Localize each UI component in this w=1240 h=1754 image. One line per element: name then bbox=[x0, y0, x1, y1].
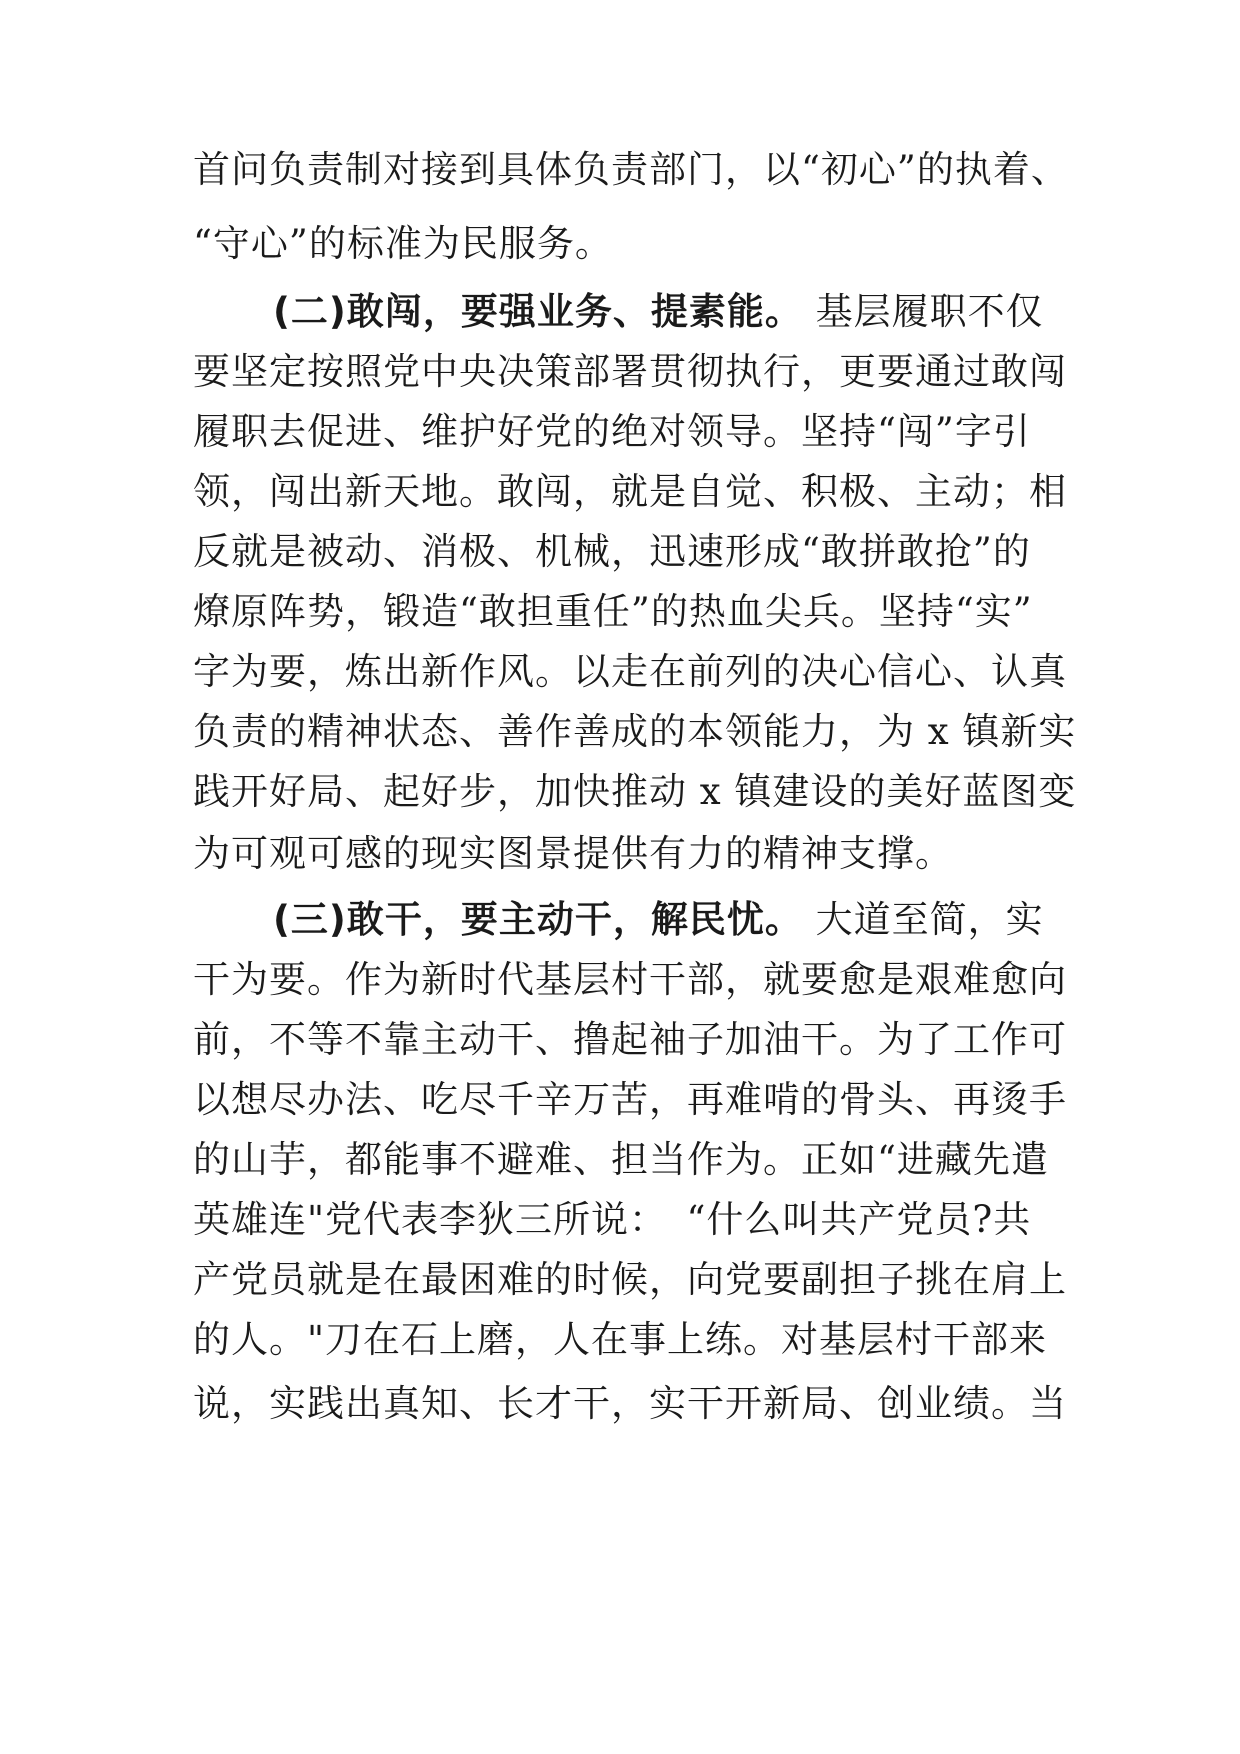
text-line: 英雄连"党代表李狄三所说： “什么叫共产党员?共 bbox=[193, 1198, 1032, 1241]
section-line bbox=[273, 898, 1044, 942]
text-line: 首问负责制对接到具体负责部门，以“初心”的执着、 bbox=[193, 148, 1069, 191]
section-line bbox=[273, 290, 1044, 334]
section-text: 大道至简，实 bbox=[802, 898, 1044, 941]
text-line: “守心”的标准为民服务。 bbox=[193, 222, 613, 265]
text-line: 践开好局、起好步，加快推动 x 镇建设的美好蓝图变 bbox=[193, 770, 1077, 813]
text-line: 为可观可感的现实图景提供有力的精神支撑。 bbox=[193, 832, 953, 875]
section-heading: (二)敢闯，要强业务、提素能。 bbox=[273, 290, 803, 333]
text-line: 说，实践出真知、长才干，实干开新局、创业绩。当 bbox=[193, 1382, 1067, 1425]
text-line: 前，不等不靠主动干、撸起袖子加油干。为了工作可 bbox=[193, 1018, 1067, 1061]
text-line: 以想尽办法、吃尽千辛万苦，再难啃的骨头、再烫手 bbox=[193, 1078, 1067, 1121]
text-line: 反就是被动、消极、机械，迅速形成“敢拼敢抢”的 bbox=[193, 530, 1031, 573]
section-heading: (三)敢干，要主动干，解民忧。 bbox=[273, 898, 803, 941]
text-line: 履职去促进、维护好党的绝对领导。坚持“闯”字引 bbox=[193, 410, 1031, 453]
text-line: 燎原阵势，锻造“敢担重任”的热血尖兵。坚持“实” bbox=[193, 590, 1033, 633]
text-line: 产党员就是在最困难的时候，向党要副担子挑在肩上 bbox=[193, 1258, 1067, 1301]
section-text: 基层履职不仅 bbox=[802, 290, 1044, 333]
text-line: 负责的精神状态、善作善成的本领能力，为 x 镇新实 bbox=[193, 710, 1077, 753]
text-line: 的人。"刀在石上磨，人在事上练。对基层村干部来 bbox=[193, 1318, 1048, 1361]
text-line: 的山芋，都能事不避难、担当作为。正如“进藏先遣 bbox=[193, 1138, 1049, 1181]
text-line: 要坚定按照党中央决策部署贯彻执行，更要通过敢闯 bbox=[193, 350, 1067, 393]
text-line: 字为要，炼出新作风。以走在前列的决心信心、认真 bbox=[193, 650, 1067, 693]
text-line: 干为要。作为新时代基层村干部，就要愈是艰难愈向 bbox=[193, 958, 1067, 1001]
text-line: 领，闯出新天地。敢闯，就是自觉、积极、主动；相 bbox=[193, 470, 1067, 513]
